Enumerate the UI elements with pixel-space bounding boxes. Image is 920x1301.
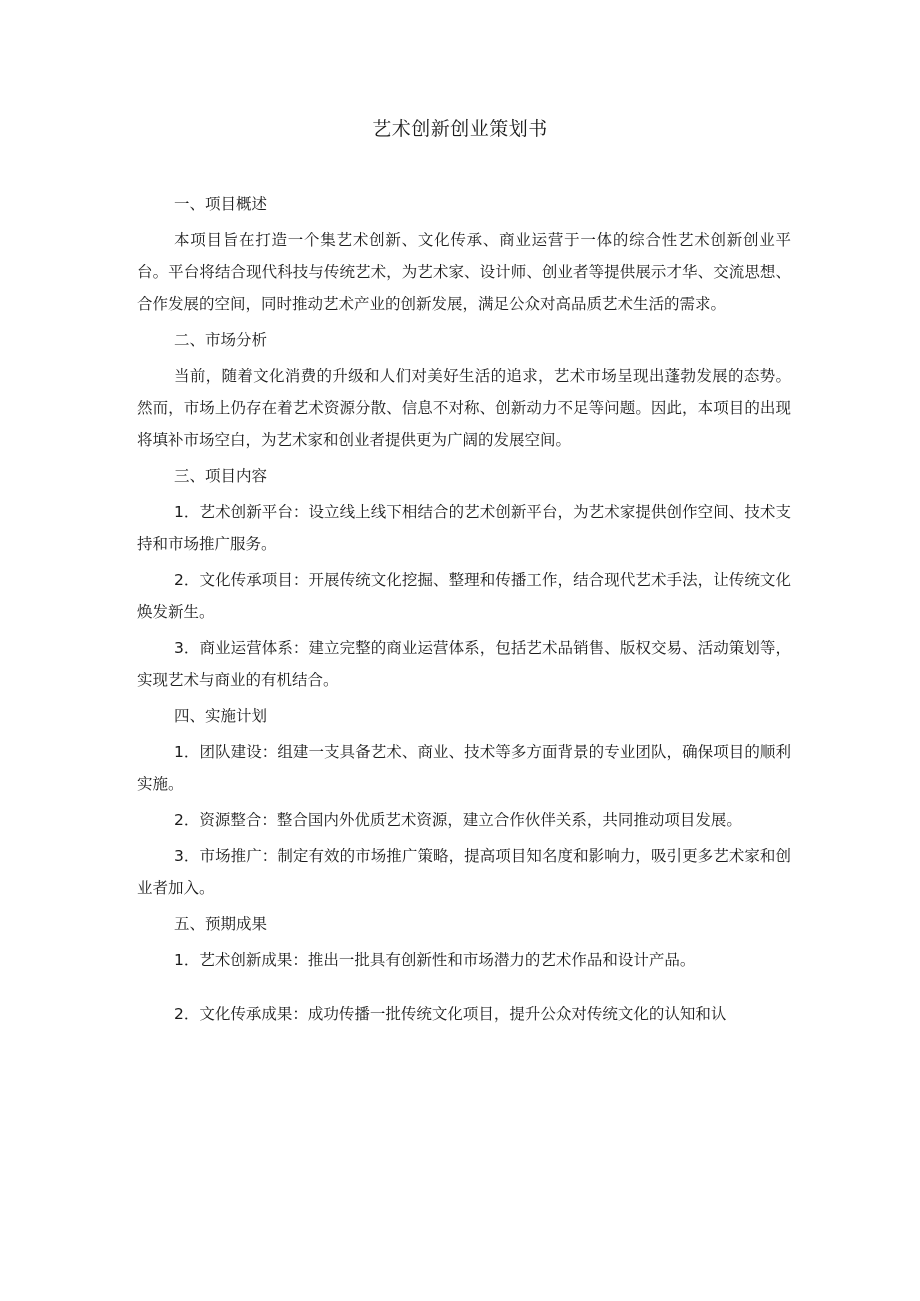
section-heading: 三、项目内容 [174, 467, 268, 485]
list-item: 2．文化传承项目：开展传统文化挖掘、整理和传播工作，结合现代艺术手法，让传统文化焕发新生。 [137, 571, 791, 621]
list-item: 1．艺术创新平台：设立线上线下相结合的艺术创新平台，为艺术家提供创作空间、技术支持和市场推广服务。 [137, 503, 791, 553]
section-heading: 一、项目概述 [174, 195, 268, 213]
list-item: 3．商业运营体系：建立完整的商业运营体系，包括艺术品销售、版权交易、活动策划等，实现艺术与商业的有机结合。 [137, 639, 791, 689]
list-item: 2．文化传承成果：成功传播一批传统文化项目，提升公众对传统文化的认知和认 [174, 1005, 727, 1023]
document-title: 艺术创新创业策划书 [372, 118, 548, 140]
paragraph: 本项目旨在打造一个集艺术创新、文化传承、商业运营于一体的综合性艺术创新创业平台。平台将结合现代科技与传统艺术，为艺术家、设计师、创业者等提供展示才华、交流思想、合作发展的空间，同时推动艺术产业的创新发展，满足公众对高品质艺术生活的需求。 [137, 231, 791, 313]
list-item: 1．团队建设：组建一支具备艺术、商业、技术等多方面背景的专业团队，确保项目的顺利实施。 [137, 743, 791, 793]
section-heading: 五、预期成果 [174, 915, 268, 933]
section-heading: 二、市场分析 [174, 331, 268, 349]
list-item: 2．资源整合：整合国内外优质艺术资源，建立合作伙伴关系，共同推动项目发展。 [174, 811, 742, 829]
list-item: 1．艺术创新成果：推出一批具有创新性和市场潜力的艺术作品和设计产品。 [174, 951, 696, 969]
document-body [137, 188, 791, 1030]
paragraph: 当前，随着文化消费的升级和人们对美好生活的追求，艺术市场呈现出蓬勃发展的态势。然而，市场上仍存在着艺术资源分散、信息不对称、创新动力不足等问题。因此，本项目的出现将填补市场空白，为艺术家和创业者提供更为广阔的发展空间。 [137, 367, 791, 449]
list-item: 3．市场推广：制定有效的市场推广策略，提高项目知名度和影响力，吸引更多艺术家和创业者加入。 [137, 847, 791, 897]
section-heading: 四、实施计划 [174, 707, 268, 725]
